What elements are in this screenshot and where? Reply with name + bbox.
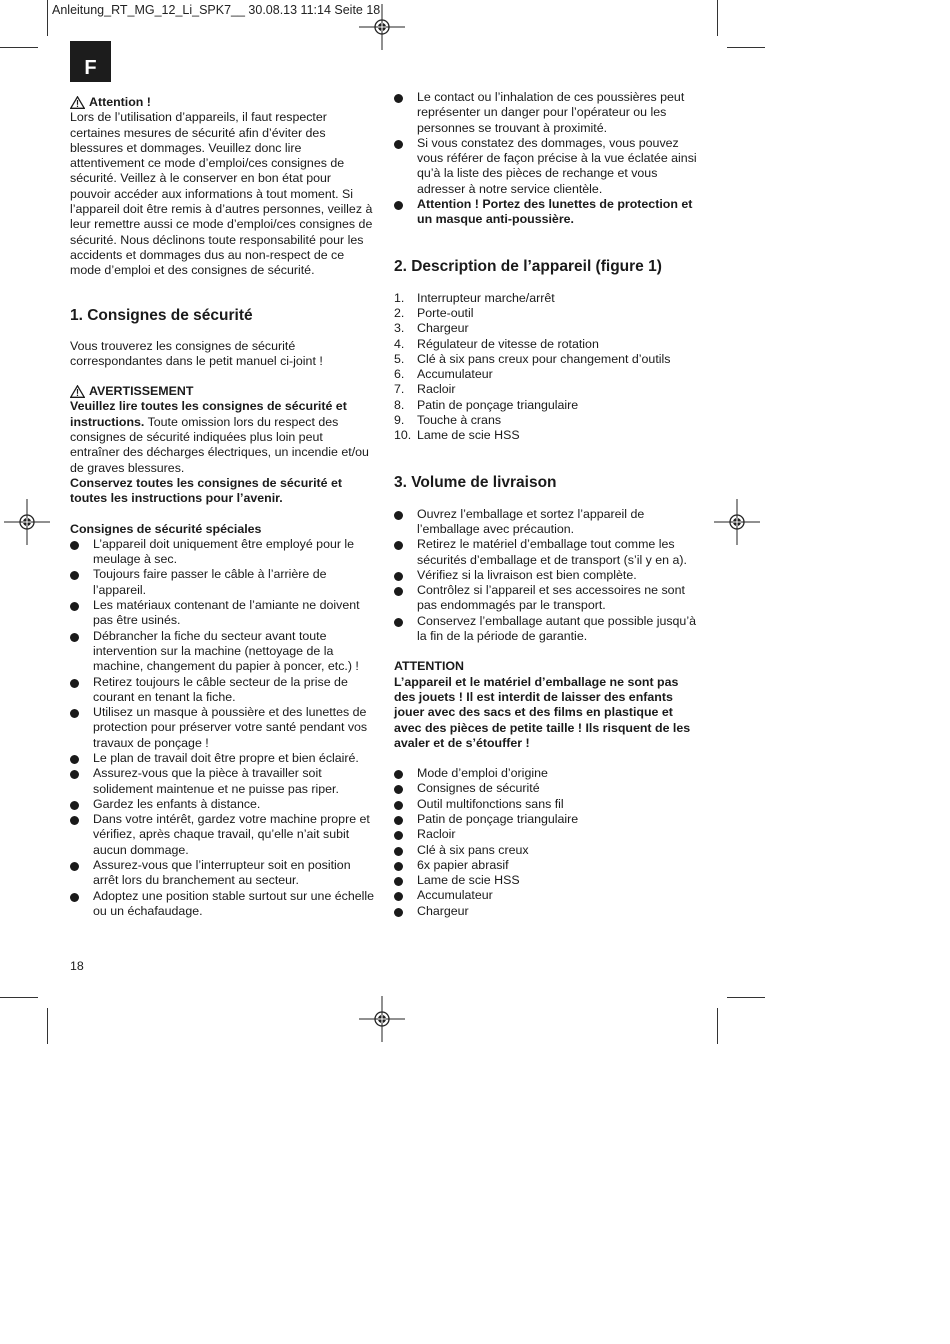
warning-triangle-icon [70, 96, 85, 109]
list-item: Ouvrez l’emballage et sortez l’appareil de l’emballage avec précaution. [394, 507, 699, 538]
list-item: Assurez-vous que la pièce à travailler soit solidement maintenue et ne puisse pas riper. [70, 766, 375, 797]
attention-heading [70, 95, 375, 110]
attention-title: Attention ! [89, 95, 151, 109]
list-item [394, 398, 699, 413]
item-text: Patin de ponçage triangulaire [417, 397, 579, 412]
device-parts-list [394, 291, 699, 444]
list-item: Mode d’emploi d’origine [394, 766, 699, 781]
registration-mark-icon [359, 996, 405, 1042]
list-item [394, 291, 699, 306]
list-item: Retirez le matériel d’emballage tout comme les sécurités d’emballage et de transport (s’il y en a). [394, 537, 699, 568]
list-item: Consignes de sécurité [394, 781, 699, 796]
page-number: 18 [70, 959, 84, 973]
attention-2-title: ATTENTION [394, 659, 464, 674]
list-item: Contrôlez si l’appareil et ses accessoires ne sont pas endommagés par le transport. [394, 583, 699, 614]
list-item: Adoptez une position stable surtout sur une échelle ou un échafaudage. [70, 889, 375, 920]
list-item: Le contact ou l’inhalation de ces poussières peut représenter un danger pour l’opérateur ou les personnes se trouvant à proximité. [394, 90, 699, 136]
registration-mark-icon [4, 499, 50, 545]
item-text: Interrupteur marche/arrêt [417, 290, 555, 305]
list-item: Les matériaux contenant de l’amiante ne doivent pas être usinés. [70, 598, 375, 629]
delivery-contents-list [394, 766, 699, 919]
registration-mark-icon [359, 4, 405, 50]
language-tab [70, 41, 111, 82]
list-item: Attention ! Portez des lunettes de protection et un masque anti-poussière. [394, 197, 699, 228]
list-item: L’appareil doit uniquement être employé pour le meulage à sec. [70, 537, 375, 568]
list-item: Le plan de travail doit être propre et bien éclairé. [70, 751, 375, 766]
special-safety-title: Consignes de sécurité spéciales [70, 521, 262, 536]
right-column [394, 90, 699, 919]
warning-triangle-icon [70, 385, 85, 398]
list-item: Utilisez un masque à poussière et des lunettes de protection pour préserver votre santé pendant vos travaux de ponçage ! [70, 705, 375, 751]
list-item: Lame de scie HSS [394, 873, 699, 888]
list-item: Racloir [394, 827, 699, 842]
item-text: Porte-outil [417, 305, 474, 320]
list-item: Retirez toujours le câble secteur de la prise de courant en tenant la fiche. [70, 675, 375, 706]
item-number: 5. [394, 351, 405, 366]
registration-mark-icon [714, 499, 760, 545]
language-tab-label: F [84, 57, 97, 79]
item-number: 4. [394, 336, 405, 351]
item-number: 8. [394, 397, 405, 412]
list-item [394, 352, 699, 367]
item-number: 9. [394, 413, 405, 428]
list-item: Gardez les enfants à distance. [70, 797, 375, 812]
crop-mark [47, 1008, 48, 1044]
list-item: Conservez l’emballage autant que possible jusqu’à la fin de la période de garantie. [394, 614, 699, 645]
list-item [394, 321, 699, 336]
warning-title: AVERTISSEMENT [89, 384, 194, 399]
left-column [70, 95, 375, 919]
section-1-intro: Vous trouverez les consignes de sécurité correspondantes dans le petit manuel ci-joint ! [70, 338, 323, 368]
section-3-title: 3. Volume de livraison [394, 473, 557, 491]
item-number: 2. [394, 305, 405, 320]
list-item: Toujours faire passer le câble à l’arrière de l’appareil. [70, 567, 375, 598]
list-item: Accumulateur [394, 888, 699, 903]
item-number: 3. [394, 321, 405, 336]
item-text: Lame de scie HSS [417, 428, 520, 443]
item-text: Accumulateur [417, 367, 493, 382]
warning-heading [70, 384, 375, 399]
warning-bold-intro: Veuillez lire toutes les consignes de sécurité et instructions. [70, 399, 347, 429]
section-1-title: 1. Consignes de sécurité [70, 306, 253, 324]
list-item: 6x papier abrasif [394, 858, 699, 873]
list-item: Clé à six pans creux [394, 843, 699, 858]
warning-body: Toute omission lors du respect des consignes de sécurité indiquées plus loin peut entraîner des décharges électriques, un incendie et/ou de graves blessures. [70, 414, 369, 475]
list-item: Débrancher la fiche du secteur avant toute intervention sur la machine (nettoyage de la machine, changement du papier à poncer, etc.) ! [70, 629, 375, 675]
warning-text [70, 399, 375, 475]
list-item [394, 337, 699, 352]
list-item: Chargeur [394, 904, 699, 919]
warning-keep-instructions: Conservez toutes les consignes de sécurité et toutes les instructions pour l’avenir. [70, 475, 343, 506]
list-item: Vérifiez si la livraison est bien complète. [394, 568, 699, 583]
list-item: Si vous constatez des dommages, vous pouvez vous référer de façon précise à la vue éclatée ainsi qu’à la liste des pièces de rechange et vous adresser à notre service clientèle. [394, 136, 699, 197]
list-item [394, 367, 699, 382]
crop-mark [727, 997, 765, 998]
crop-mark [47, 0, 48, 36]
crop-mark [717, 1008, 718, 1044]
item-number: 7. [394, 382, 405, 397]
item-text: Clé à six pans creux pour changement d’outils [417, 351, 671, 366]
print-slug: Anleitung_RT_MG_12_Li_SPK7__ 30.08.13 11:14 Seite 18 [52, 3, 381, 17]
list-item [394, 428, 699, 443]
safety-continued-list [394, 90, 699, 228]
list-item [394, 413, 699, 428]
crop-mark [0, 47, 38, 48]
list-item [394, 306, 699, 321]
list-item [394, 382, 699, 397]
attention-text: Lors de l’utilisation d’appareils, il faut respecter certaines mesures de sécurité afin d’éviter des blessures et dommages. Veuillez donc lire attentivement ce mode d’emploi/ces consignes de sécurité. Veillez à le conserver en bon état pour pouvoir accéder aux informations à tout moment. Si l’appareil doit être remis à d’autres personnes, veillez à leur remettre aussi ce mode d’emploi/ces consignes de sécurité. Nous déclinons toute responsabilité pour les accidents et dommages dus au non-respect de ce mode d’emploi et des consignes de sécurité. [70, 110, 373, 278]
item-number: 6. [394, 367, 405, 382]
item-text: Régulateur de vitesse de rotation [417, 336, 599, 351]
crop-mark [717, 0, 718, 36]
list-item: Assurez-vous que l’interrupteur soit en position arrêt lors du branchement au secteur. [70, 858, 375, 889]
attention-2-text: L’appareil et le matériel d’emballage ne sont pas des jouets ! Il est interdit de laisser des enfants jouer avec des sacs et des films en plastique et avec des pièces de petite taille ! Ils risquent de les avaler et de s’étouffer ! [394, 674, 691, 750]
unpacking-list [394, 507, 699, 645]
item-text: Touche à crans [417, 413, 502, 428]
item-number: 10. [394, 428, 412, 443]
crop-mark [0, 997, 38, 998]
list-item: Dans votre intérêt, gardez votre machine propre et vérifiez, après chaque travail, qu’elle n’ait subit aucun dommage. [70, 812, 375, 858]
crop-mark [727, 47, 765, 48]
special-safety-list [70, 537, 375, 919]
section-2-title: 2. Description de l’appareil (figure 1) [394, 257, 662, 275]
item-text: Chargeur [417, 321, 469, 336]
list-item: Outil multifonctions sans fil [394, 797, 699, 812]
list-item: Patin de ponçage triangulaire [394, 812, 699, 827]
item-number: 1. [394, 290, 405, 305]
item-text: Racloir [417, 382, 456, 397]
